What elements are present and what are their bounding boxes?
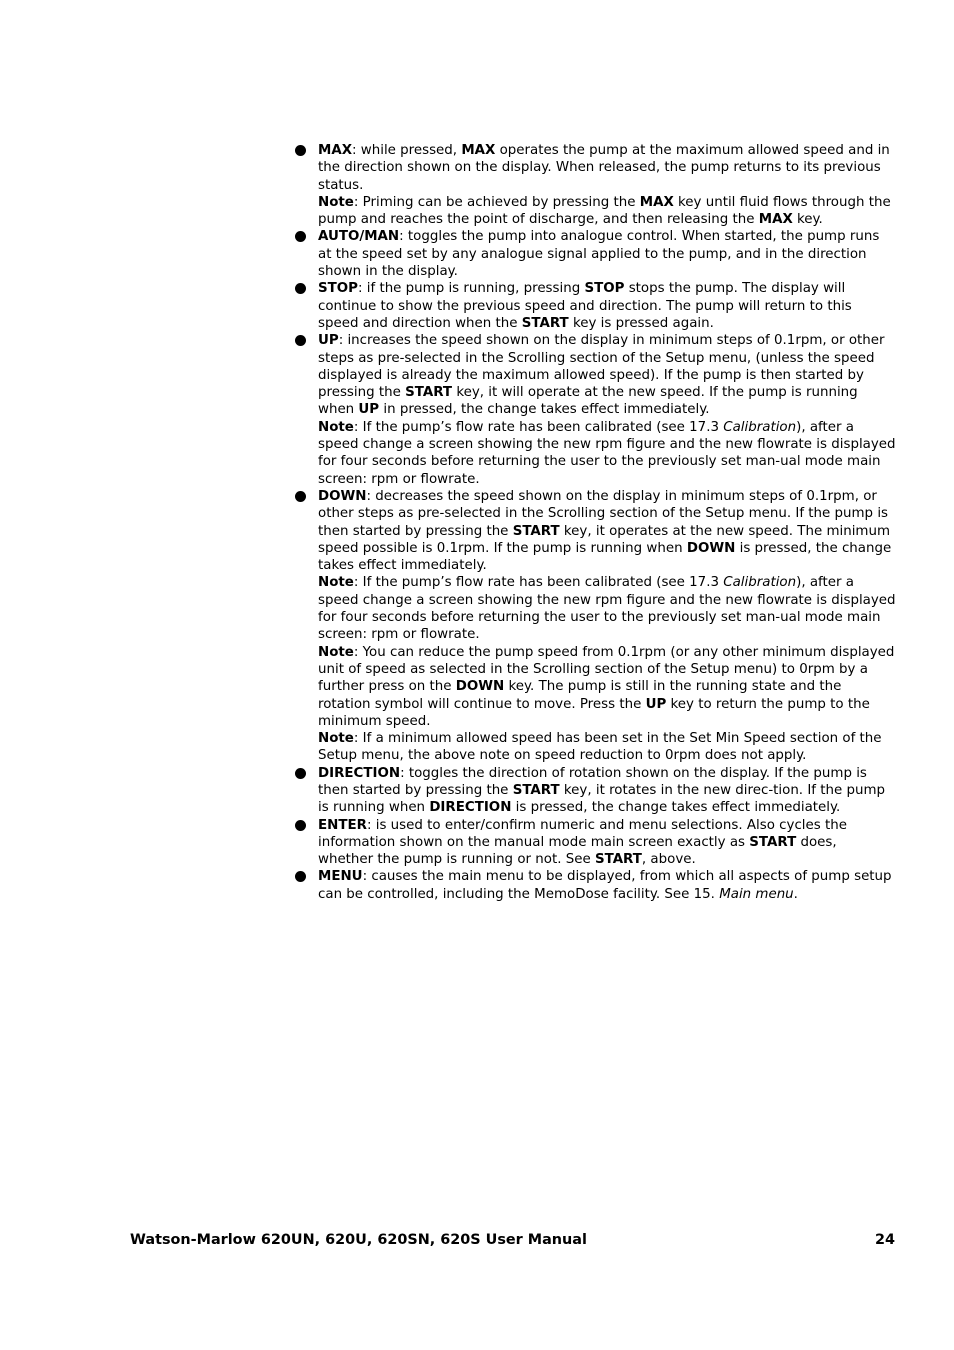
key-description <box>318 817 896 869</box>
bold-term: UP <box>645 696 667 712</box>
bold-term: START <box>512 523 560 539</box>
key-item-auto-man <box>294 228 896 280</box>
text-run: : causes the main menu to be displayed, from which all aspects of pump setup can be controlled, including the MemoDose facility. See 15. <box>318 869 892 902</box>
text-run: . <box>793 886 798 902</box>
bold-term: STOP <box>584 281 625 297</box>
text-run: : toggles the direction of rotation shown on the display. If the pump is then started by pressing the <box>318 765 867 798</box>
text-run: in pressed, the change takes effect immediately. <box>379 402 710 418</box>
key-description <box>318 228 896 280</box>
bold-term: Note <box>318 419 354 435</box>
key-description <box>318 332 896 418</box>
text-run: : toggles the pump into analogue control. When started, the pump runs at the speed set by any analogue signal applied to the pump, and in the direction shown in the display. <box>318 229 880 280</box>
key-item-stop <box>294 280 896 332</box>
bold-term: DIRECTION <box>429 800 512 816</box>
key-item-enter <box>294 817 896 869</box>
text-run: operates the pump at the maximum allowed speed and in the direction shown on the display. When released, the pump returns to its previous status. <box>318 143 890 193</box>
key-description <box>318 142 896 194</box>
text-run: key to return the pump to the minimum speed. <box>318 696 870 729</box>
text-run: key, it rotates in the new direc-tion. If the pump is running when <box>318 782 885 816</box>
text-run: : while pressed, <box>352 143 462 158</box>
text-run: : You can reduce the pump speed from 0.1rpm (or any other minimum displayed unit of speed as selected in the Scrolling section of the Setup menu) to 0rpm by a further press on the <box>318 644 895 695</box>
bullet-icon <box>295 283 306 294</box>
key-note <box>318 644 896 730</box>
key-item-max <box>294 142 896 228</box>
key-note <box>318 730 896 765</box>
bold-term: UP <box>358 402 380 418</box>
text-run: ), after a speed change a screen showing the new rpm figure and the new flowrate is displayed for four seconds before returning the user to the previously set man-ual mode main screen: rpm or flowrate. <box>318 419 896 487</box>
bold-term: Note <box>318 644 354 660</box>
italic-reference: Calibration <box>723 575 797 591</box>
bold-term: MAX <box>318 143 353 158</box>
text-run: : decreases the speed shown on the display in minimum steps of 0.1rpm, or other steps as pre-selected in the Scrolling section of the Setup menu. If the pump is then started by pressing the <box>318 488 889 539</box>
text-run: is pressed, the change takes effect immediately. <box>318 540 892 574</box>
text-run: , above. <box>641 852 696 868</box>
bold-term: MAX <box>461 143 496 158</box>
bold-term: STOP <box>318 281 358 297</box>
key-note <box>318 574 896 643</box>
key-note <box>318 419 896 488</box>
bullet-icon <box>295 871 306 882</box>
text-run: : increases the speed shown on the display in minimum steps of 0.1rpm, or other steps as pre-selected in the Scrolling section of the Setup menu, (unless the speed displayed is already the maximum allowed speed). If the pump is then started by pressing the <box>318 333 885 401</box>
key-item-menu <box>294 868 896 903</box>
bold-term: ENTER <box>318 817 367 833</box>
text-run: does, whether the pump is running or not. See <box>318 834 837 868</box>
text-run: key is pressed again. <box>568 315 714 331</box>
key-description <box>318 868 896 903</box>
bold-term: START <box>521 315 569 331</box>
bullet-icon <box>295 231 306 242</box>
bold-term: START <box>512 782 560 798</box>
text-run: key until fluid flows through the pump and reaches the point of discharge, and then releasing the <box>318 194 891 228</box>
key-description <box>318 765 896 817</box>
bold-term: DIRECTION <box>318 765 401 781</box>
bullet-icon <box>295 335 306 346</box>
key-description <box>318 488 896 574</box>
text-run: : If a minimum allowed speed has been set in the Set Min Speed section of the Setup menu, the above note on speed reduction to 0rpm does not apply. <box>318 731 882 764</box>
bold-term: DOWN <box>318 488 367 504</box>
bold-term: DOWN <box>455 679 505 695</box>
bullet-icon <box>295 145 306 156</box>
bold-term: DOWN <box>686 540 736 556</box>
bold-term: START <box>405 385 453 401</box>
bold-term: Note <box>318 575 354 591</box>
bold-term: MAX <box>639 194 674 210</box>
key-function-list <box>294 142 896 903</box>
text-run: stops the pump. The display will continue to show the previous speed and direction. The pump will return to this speed and direction when the <box>318 281 852 331</box>
text-run: key, it will operate at the new speed. If the pump is running when <box>318 385 858 418</box>
text-run: ), after a speed change a screen showing the new rpm figure and the new flowrate is displayed for four seconds before returning the user to the previously set man-ual mode main screen: rpm or flowrate. <box>318 575 896 643</box>
text-run: key. The pump is still in the running state and the rotation symbol will continue to move. Press the <box>318 679 842 712</box>
italic-reference: Calibration <box>723 419 797 435</box>
bold-term: UP <box>318 333 339 349</box>
bold-term: Note <box>318 194 354 210</box>
bold-term: START <box>749 834 797 850</box>
key-note <box>318 194 896 229</box>
key-description <box>318 280 896 332</box>
bold-term: Note <box>318 731 354 747</box>
bullet-icon <box>295 768 306 779</box>
text-run: key, it operates at the new speed. The minimum speed possible is 0.1rpm. If the pump is running when <box>318 523 890 556</box>
bold-term: START <box>594 852 642 868</box>
key-item-up <box>294 332 896 488</box>
text-run: : is used to enter/confirm numeric and menu selections. Also cycles the information shown on the manual mode main screen exactly as <box>318 817 847 850</box>
italic-reference: Main menu <box>719 886 794 902</box>
text-run: : if the pump is running, pressing <box>357 281 585 297</box>
footer-title: Watson-Marlow 620UN, 620U, 620SN, 620S User Manual <box>130 1232 587 1248</box>
bullet-icon <box>295 491 306 502</box>
text-run: : If the pump’s flow rate has been calibrated (see 17.3 <box>353 419 724 435</box>
page-number: 24 <box>874 1232 895 1248</box>
key-item-down <box>294 488 896 765</box>
key-item-direction <box>294 765 896 817</box>
bold-term: MAX <box>758 212 793 228</box>
bold-term: AUTO/MAN <box>318 229 400 245</box>
bullet-icon <box>295 820 306 831</box>
bold-term: MENU <box>318 869 363 885</box>
text-run: : Priming can be achieved by pressing the <box>353 194 640 210</box>
text-run: key. <box>792 212 823 228</box>
text-run: : If the pump’s flow rate has been calibrated (see 17.3 <box>353 575 724 591</box>
text-run: is pressed, the change takes effect immediately. <box>511 800 841 816</box>
